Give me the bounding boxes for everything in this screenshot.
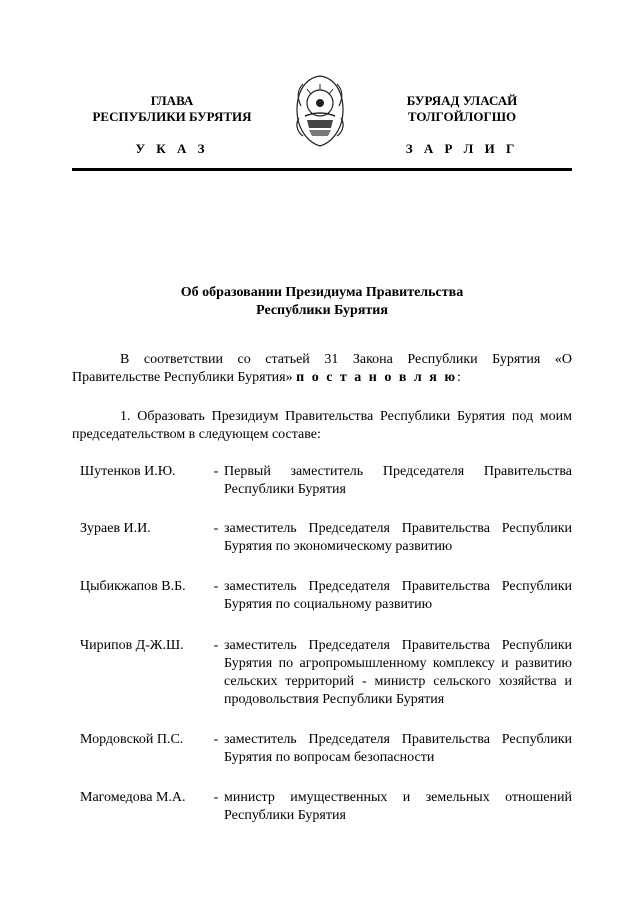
item-1-paragraph	[72, 408, 572, 444]
member-name: Цыбикжапов В.Б.	[80, 579, 186, 594]
member-role: министр имущественных и земельных отношений Республики Бурятия	[224, 790, 572, 823]
member-dash: -	[213, 790, 219, 805]
document-title	[72, 284, 572, 320]
title-line1: Об образовании Президиума Правительства	[180, 285, 464, 300]
coat-of-arms-icon	[291, 70, 349, 150]
member-role: заместитель Председателя Правительства Республики Бурятия по вопросам безопасности	[224, 732, 572, 765]
member-role: заместитель Председателя Правительства Республики Бурятия по агропромышленному комплексу и развитию сельских территорий - министр сельского хозяйства и продовольствия Республики Бурятия	[224, 638, 572, 707]
doc-type-left: У К А З	[135, 141, 209, 156]
header-right-line2: ТОЛГОЙЛОГШО	[407, 109, 517, 124]
doc-type-right: З А Р Л И Г	[405, 141, 519, 156]
member-dash: -	[213, 638, 219, 653]
member-name: Мордовской П.С.	[80, 732, 184, 747]
decree-word: п о с т а н о в л я ю	[296, 370, 458, 385]
member-dash: -	[213, 521, 219, 536]
title-line2: Республики Бурятия	[256, 303, 388, 318]
member-role: заместитель Председателя Правительства Республики Бурятия по социальному развитию	[224, 579, 572, 612]
decree-colon: :	[457, 370, 461, 385]
header-left-line2: РЕСПУБЛИКИ БУРЯТИЯ	[92, 109, 252, 124]
header-left-line1: ГЛАВА	[150, 93, 194, 108]
member-role: заместитель Председателя Правительства Республики Бурятия по экономическому развитию	[224, 521, 572, 554]
member-dash: -	[213, 732, 219, 747]
header-left	[72, 93, 272, 125]
header-rule	[72, 168, 572, 171]
item-1-text: 1. Образовать Президиум Правительства Республики Бурятия под моим председательством в следующем составе:	[72, 409, 572, 442]
member-name: Зураев И.И.	[80, 521, 151, 536]
member-name: Магомедова М.А.	[80, 790, 186, 805]
intro-paragraph	[72, 351, 572, 387]
header-right-line1: БУРЯАД УЛАСАЙ	[406, 93, 518, 108]
member-dash: -	[213, 579, 219, 594]
member-name: Чирипов Д-Ж.Ш.	[80, 638, 184, 653]
member-role: Первый заместитель Председателя Правительства Республики Бурятия	[224, 464, 572, 497]
member-name: Шутенков И.Ю.	[80, 464, 176, 479]
intro-text: В соответствии со статьей 31 Закона Республики Бурятия «О Правительстве Республики Бурятия»	[72, 352, 572, 385]
member-dash: -	[213, 464, 219, 479]
header-right	[372, 93, 552, 125]
